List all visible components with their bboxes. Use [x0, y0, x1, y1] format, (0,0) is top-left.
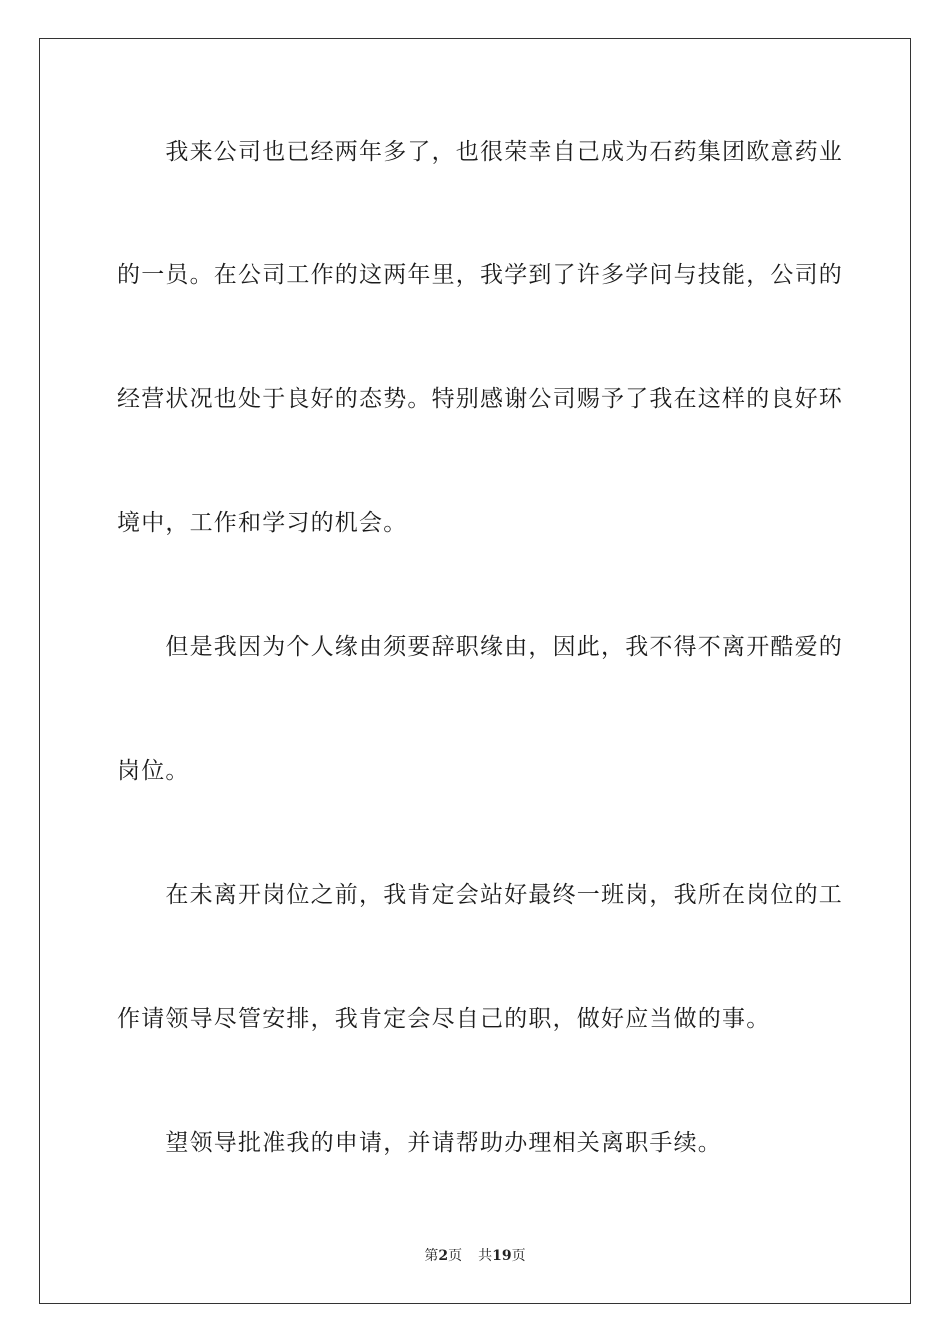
paragraph-2-line-1: 但是我因为个人缘由须要辞职缘由，因此，我不得不离开酷爱的 [117, 634, 843, 660]
paragraph-1-line-4: 境中，工作和学习的机会。 [117, 510, 408, 536]
paragraph-2-line-2: 岗位。 [117, 758, 190, 784]
page-footer [0, 1247, 950, 1265]
footer-total-pages: 19 [492, 1248, 512, 1264]
paragraph-4-line-1: 望领导批准我的申请，并请帮助办理相关离职手续。 [117, 1130, 722, 1156]
paragraph-1-line-1: 我来公司也已经两年多了，也很荣幸自己成为石药集团欧意药业 [117, 139, 843, 165]
paragraph-1-line-3: 经营状况也处于良好的态势。特别感谢公司赐予了我在这样的良好环 [117, 386, 843, 412]
footer-total-prefix: 共 [478, 1248, 493, 1264]
page-frame [39, 38, 911, 1304]
footer-page-number: 2 [438, 1248, 449, 1264]
footer-total-suffix: 页 [511, 1248, 526, 1264]
paragraph-3-line-2: 作请领导尽管安排，我肯定会尽自己的职，做好应当做的事。 [117, 1006, 771, 1032]
paragraph-1-line-2: 的一员。在公司工作的这两年里，我学到了许多学问与技能，公司的 [117, 262, 843, 288]
footer-page-prefix: 第 [424, 1248, 439, 1264]
paragraph-3-line-1: 在未离开岗位之前，我肯定会站好最终一班岗，我所在岗位的工 [117, 882, 843, 908]
footer-page-suffix: 页 [448, 1248, 463, 1264]
